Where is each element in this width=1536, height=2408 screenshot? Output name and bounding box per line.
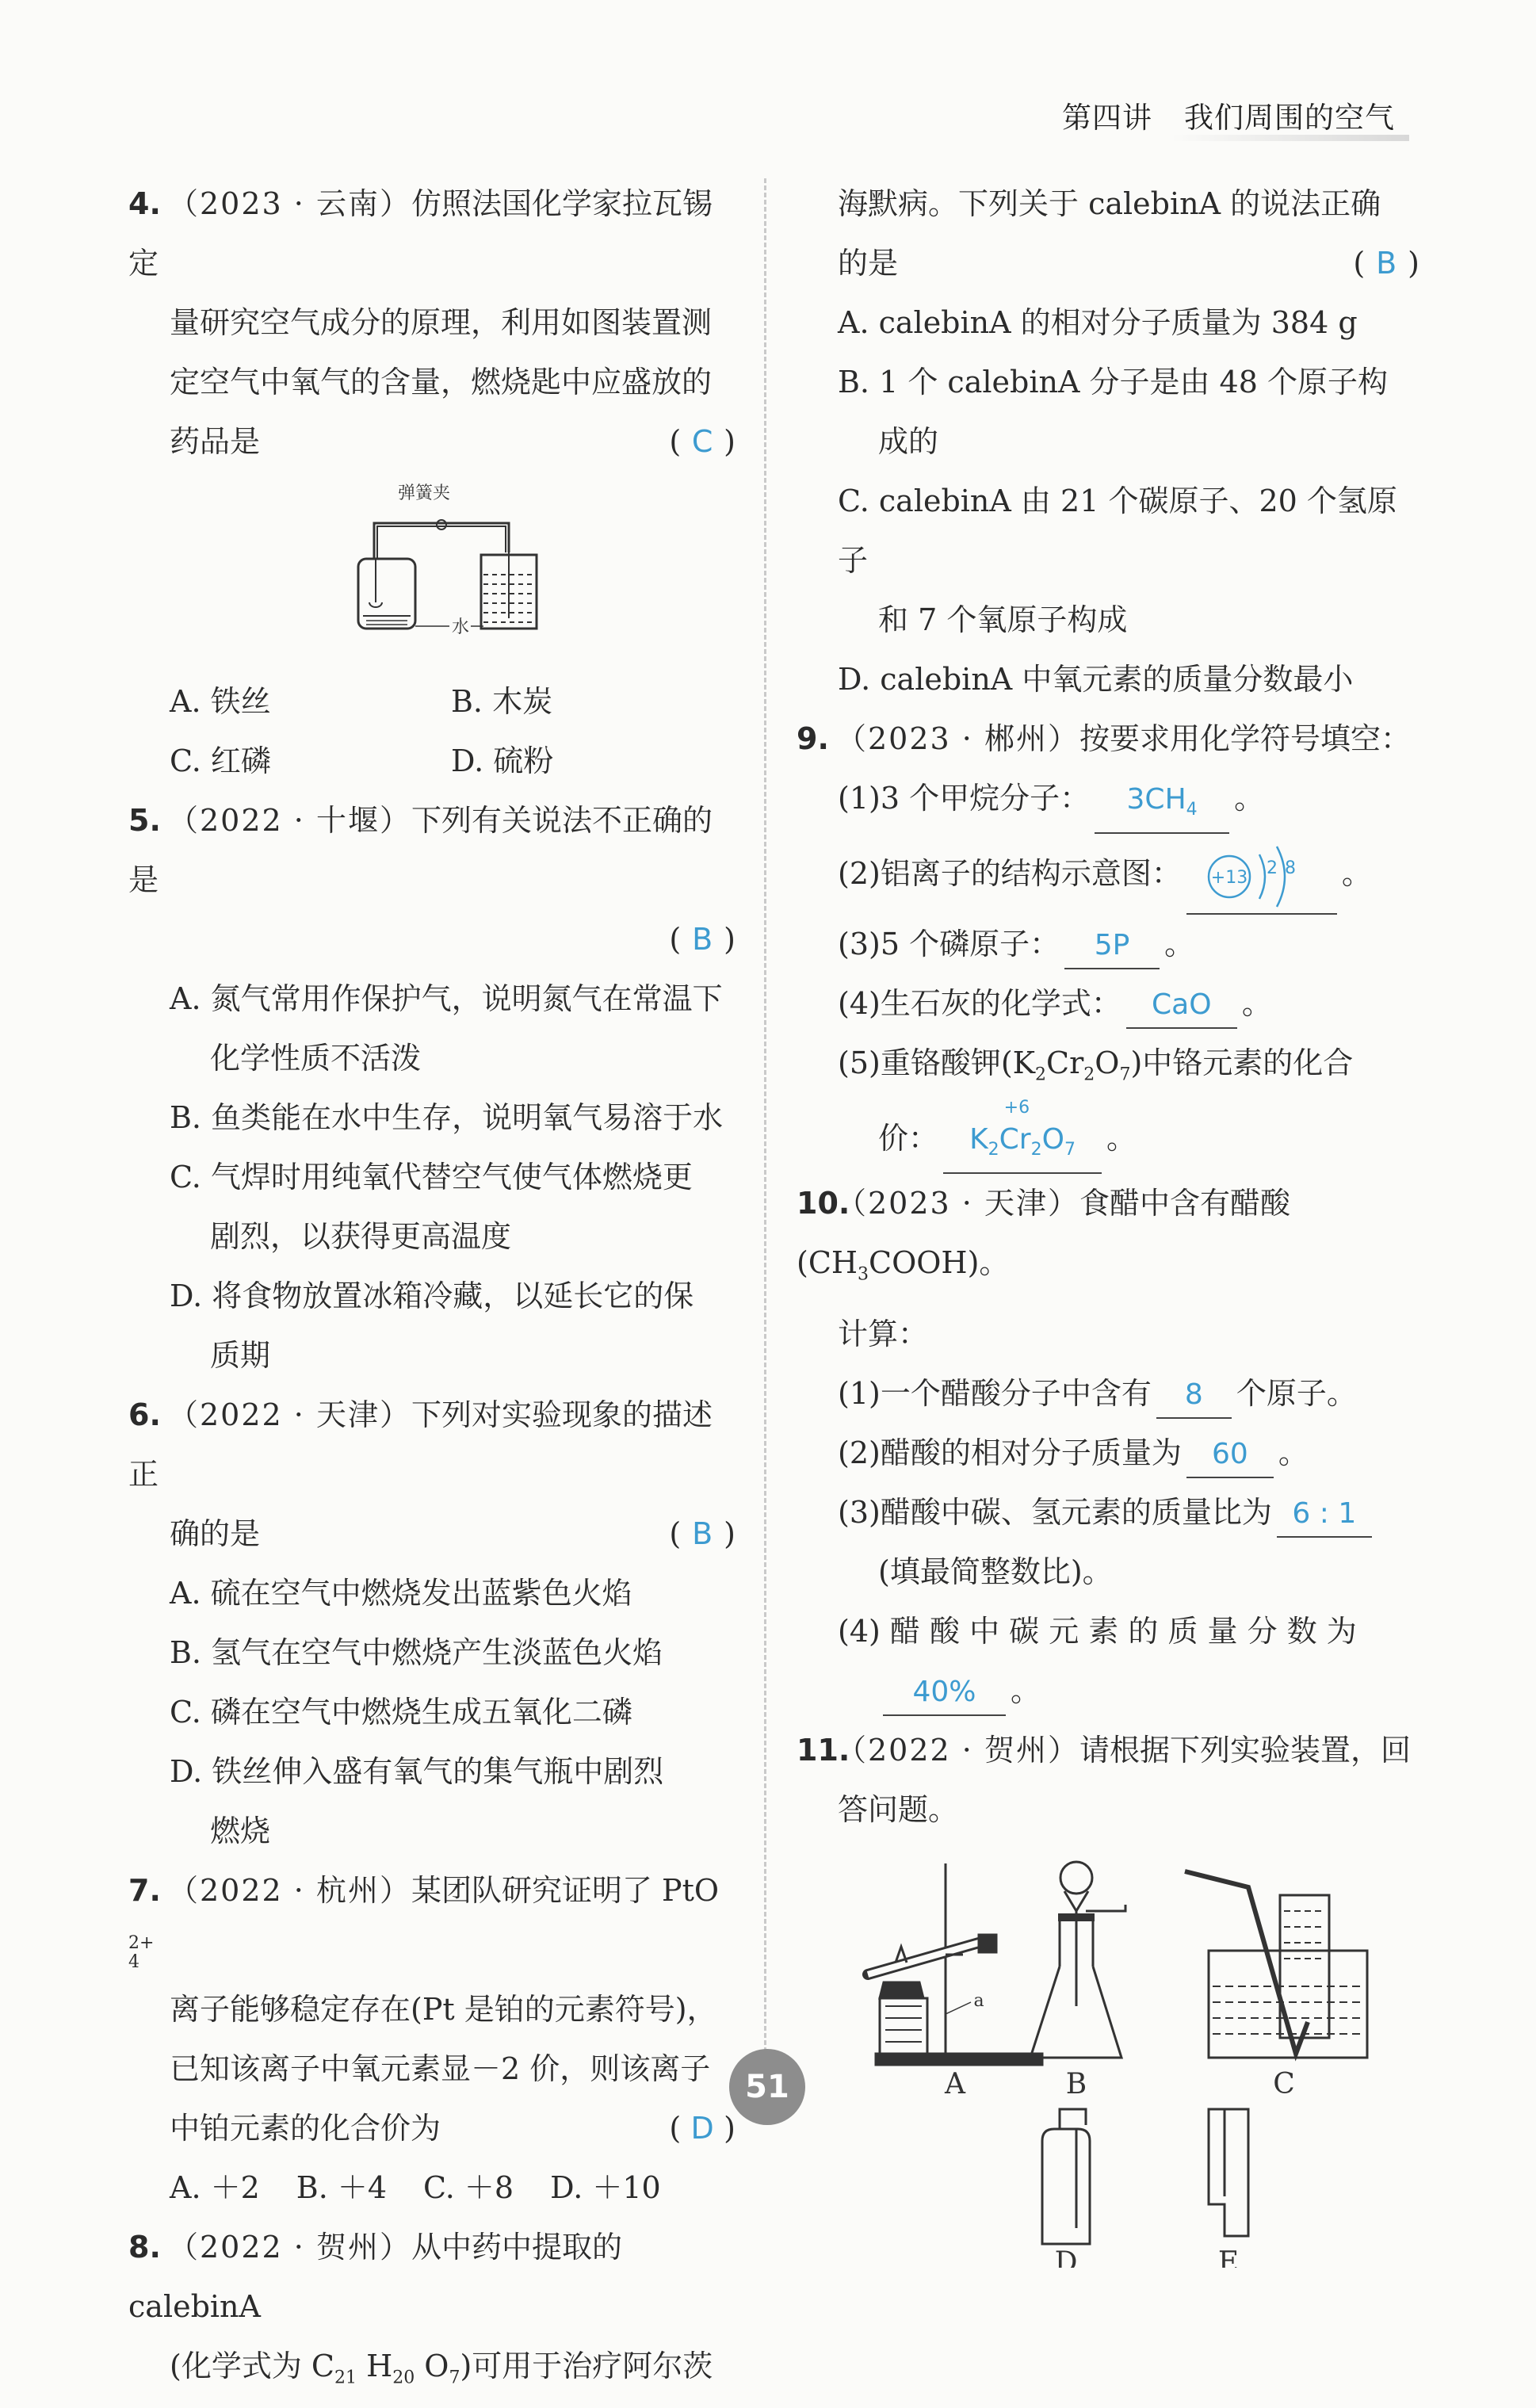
aluminum-ion-diagram — [1198, 837, 1332, 916]
question-text: 按要求用化学符号填空： — [1079, 721, 1411, 756]
question-number: 8. — [128, 2230, 161, 2265]
question-text: 定空气中氧气的含量，燃烧匙中应盛放的 — [170, 365, 713, 399]
question-10: 10.（2023 · 天津）食醋中含有醋酸$(CH_3COOH)$。 计算： (1)一个醋酸分子中含有 8 个原子。 (2)醋酸的相对分子质量为 60 。 (3)醋酸中碳、氢元素的质量比为 6 : 1 (填最简整数比)。 (4) 醋 酸 中 碳 元 素 的 质 量 分 数 为 40% 。 — [797, 1174, 1423, 1721]
question-text: 某团队研究证明了 PtO — [411, 1873, 720, 1908]
question-number: 4. — [128, 186, 161, 221]
chapter-title: 我们周围的空气 — [1184, 101, 1395, 135]
option-c-cont: 剧烈，以获得更高温度 — [210, 1219, 512, 1254]
answer-blank: 5P — [1064, 922, 1160, 969]
svg-text:8: 8 — [1284, 858, 1296, 878]
question-number: 9. — [797, 721, 829, 756]
option-c: C. 红磷 — [170, 743, 271, 778]
water-label: 水 — [452, 617, 470, 637]
question-text: 下列对实验现象的描述正 — [128, 1397, 713, 1492]
question-8-start: 8. （2022 · 贺州）从中药中提取的 calebinA (化学式为 $C_{21}$ $H_{20}$ $O_7$)可用于治疗阿尔茨 — [128, 2218, 739, 2408]
question-source: （2022 · 杭州） — [168, 1873, 411, 1908]
question-number: 11. — [797, 1732, 850, 1768]
label-e: E — [1217, 2246, 1240, 2268]
question-7 — [128, 1861, 739, 2218]
question-number: 6. — [128, 1397, 161, 1432]
option-b: B. ＋4 — [296, 2170, 388, 2205]
question-source: （2022 · 贺州） — [168, 2230, 411, 2265]
option-d-cont: 燃烧 — [210, 1814, 271, 1848]
page-header — [1062, 94, 1395, 136]
answer-paren: ( B ) — [669, 1504, 739, 1564]
question-text: 答问题。 — [838, 1791, 959, 1827]
question-text: 确的是 — [170, 1516, 261, 1551]
spring-clip-label: 弹簧夹 — [398, 484, 451, 503]
answer-blank: 8 — [1156, 1371, 1232, 1419]
left-column — [128, 174, 739, 2408]
label-b: B — [1065, 2067, 1087, 2100]
chapter-label: 第四讲 — [1062, 101, 1152, 135]
ion-subscript: 4 — [128, 1951, 139, 1972]
option-b-cont: 成的 — [878, 424, 939, 459]
answer-blank — [1186, 834, 1337, 915]
question-text: 请根据下列实验装置，回 — [1079, 1732, 1411, 1768]
option-d: D. 将食物放置冰箱冷藏，以延长它的保 — [170, 1279, 694, 1313]
question-number: 5. — [128, 803, 161, 838]
question-source: （2023 · 天津） — [836, 1185, 1079, 1221]
option-a: A. 氮气常用作保护气，说明氮气在常温下 — [170, 981, 723, 1016]
option-a: A. 硫在空气中燃烧发出蓝紫色火焰 — [170, 1576, 632, 1611]
answer: D — [690, 2111, 714, 2146]
answer-blank: 6 : 1 — [1277, 1490, 1372, 1538]
option-b: B. 木炭 — [451, 684, 553, 719]
option-b: B. 1 个 calebinA 分子是由 48 个原子构 — [838, 365, 1388, 399]
question-11 — [797, 1721, 1423, 2288]
option-a: A. 铁丝 — [170, 684, 271, 719]
answer-blank: $3CH_4$ — [1095, 776, 1229, 834]
label-a: A — [945, 2067, 965, 2100]
svg-text:+13: +13 — [1210, 867, 1248, 888]
answer: B — [692, 922, 713, 957]
question-text: (填最简整数比)。 — [878, 1554, 1113, 1589]
column-divider — [764, 178, 766, 2081]
option-b: B. 氢气在空气中燃烧产生淡蓝色火焰 — [170, 1635, 663, 1670]
question-source: （2022 · 贺州） — [836, 1732, 1079, 1768]
option-d: D. 铁丝伸入盛有氧气的集气瓶中剧烈 — [170, 1754, 664, 1789]
question-text: 仿照法国化学家拉瓦锡定 — [128, 186, 713, 281]
question-text: 海默病。下列关于 calebinA 的说法正确 — [838, 186, 1381, 221]
question-text: 离子能够稳定存在(Pt 是铂的元素符号)， — [170, 1992, 717, 2027]
answer-blank: CaO — [1126, 981, 1237, 1029]
question-text: 下列有关说法不正确的是 — [128, 803, 713, 897]
ion-charge: 2+ — [128, 1932, 155, 1953]
question-text: 计算： — [838, 1316, 929, 1351]
answer: B — [692, 1516, 713, 1551]
answer-blank: 40% — [883, 1668, 1006, 1716]
option-c: C. 磷在空气中燃烧生成五氧化二磷 — [170, 1695, 632, 1730]
question-number: 10. — [797, 1185, 850, 1221]
question-9: 9. （2023 · 郴州）按要求用化学符号填空： (1)3 个甲烷分子： $3CH_4$ 。 (2)铝离子的结构示意图： +13 2 8 。 (3)5 个磷原子： 5P 。 (4)生石灰的化学式： CaO 。 (5)重铬酸钾$(K_2Cr_2O_7)$中铬元素的化合 价： $K_2$ +6 $Cr_2O_7$ 。 — [797, 709, 1423, 1174]
option-a: A. calebinA 的相对分子质量为 384 g — [838, 305, 1358, 340]
label-c: C — [1273, 2067, 1295, 2100]
question-5 — [128, 791, 739, 1386]
question-text: 中铂元素的化合价为 — [170, 2111, 441, 2146]
label-d: D — [1054, 2246, 1078, 2268]
option-a: A. ＋2 — [170, 2170, 260, 2205]
question-number: 7. — [128, 1873, 161, 1908]
header-rule — [1171, 135, 1409, 141]
option-d: D. calebinA 中氧元素的质量分数最小 — [838, 662, 1354, 697]
option-c: C. calebinA 由 21 个碳原子、20 个氢原子 — [838, 484, 1397, 578]
label-a-small: a — [973, 1990, 984, 2011]
option-c: C. 气焊时用纯氧代替空气使气体燃烧更 — [170, 1160, 693, 1194]
answer: B — [1376, 246, 1397, 281]
right-column — [797, 174, 1423, 2288]
answer-paren: ( D ) — [669, 2099, 739, 2158]
answer-paren: ( C ) — [669, 412, 739, 472]
question-source: （2022 · 十堰） — [168, 803, 411, 838]
answer-paren: ( B ) — [669, 910, 739, 969]
option-c: C. ＋8 — [423, 2170, 514, 2205]
question-text: 从中药中提取的 calebinA — [128, 2230, 622, 2324]
option-d: D. ＋10 — [550, 2170, 661, 2205]
question-text: 已知该离子中氧元素显－2 价，则该离子 — [170, 2051, 711, 2086]
option-d: D. 硫粉 — [451, 743, 554, 778]
question-source: （2023 · 郴州） — [836, 721, 1079, 756]
lab-apparatus-figure — [852, 1856, 1399, 2268]
question-source: （2023 · 云南） — [168, 186, 411, 221]
option-c-cont: 和 7 个氧原子构成 — [878, 602, 1128, 637]
question-text: (4) 醋 酸 中 碳 元 素 的 质 量 分 数 为 — [838, 1613, 1357, 1649]
question-text: 药品是 — [170, 424, 261, 459]
question-source: （2022 · 天津） — [168, 1397, 411, 1432]
page-number: 51 — [729, 2049, 805, 2125]
question-8-cont — [797, 174, 1423, 709]
question-text: 量研究空气成分的原理，利用如图装置测 — [170, 305, 713, 340]
svg-text:2: 2 — [1266, 858, 1278, 878]
oxygen-apparatus-figure — [342, 480, 548, 638]
question-6 — [128, 1386, 739, 1861]
answer-blank: $K_2$ +6 $Cr_2O_7$ — [943, 1116, 1102, 1174]
option-b: B. 鱼类能在水中生存，说明氧气易溶于水 — [170, 1100, 724, 1135]
question-text: 的是 — [838, 246, 899, 281]
option-d-cont: 质期 — [210, 1338, 271, 1373]
question-4 — [128, 174, 739, 791]
answer-paren: ( B ) — [1353, 234, 1423, 293]
answer-blank: 60 — [1186, 1431, 1274, 1478]
answer: C — [691, 424, 713, 459]
option-a-cont: 化学性质不活泼 — [210, 1041, 422, 1076]
